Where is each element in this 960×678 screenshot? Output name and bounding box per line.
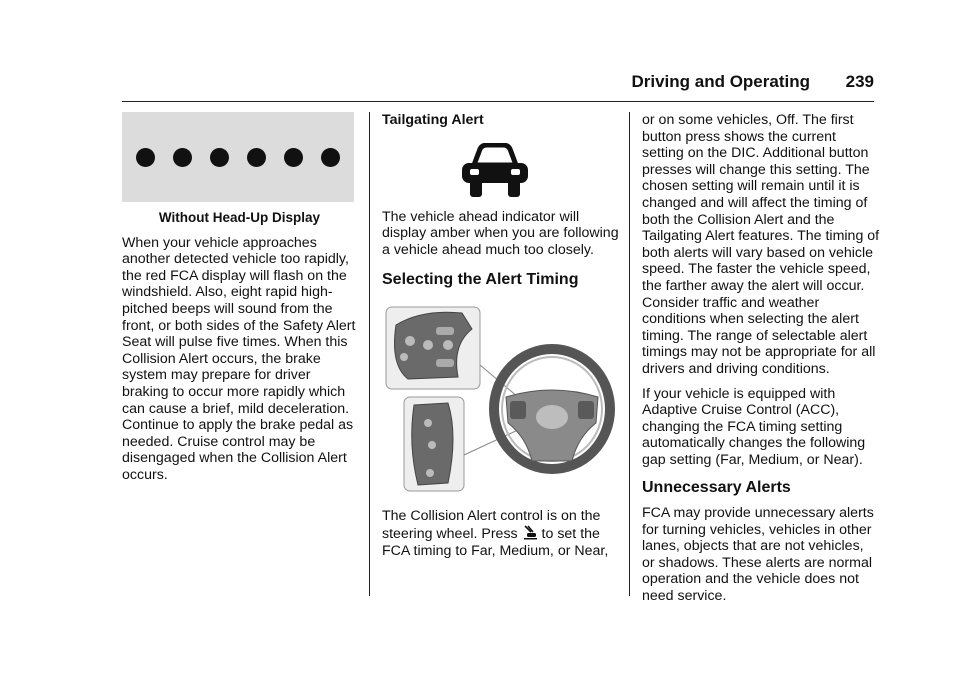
fca-dot-icon (321, 148, 340, 167)
timing-continued-paragraph: or on some vehicles, Off. The first button press shows the current setting on the DIC. Additional button presses will change this setting. The chosen setting will remain until it is changed and will affect the timing of both the Collision Alert and the Tailgating Alert features. The timing of both alerts will vary based on vehicle speed. The faster the vehicle speed, the farther away the alert will occur. Consider traffic and weather conditions when selecting the alert timing. The range of selectable alert timings may not be appropriate for all drivers and driving conditions. (642, 112, 880, 377)
column-2 (382, 112, 622, 567)
fca-display-figure (122, 112, 354, 202)
collision-alert-button-icon (522, 524, 538, 540)
page-number: 239 (845, 72, 874, 91)
fca-dot-icon (136, 148, 155, 167)
acc-paragraph: If your vehicle is equipped with Adaptive Cruise Control (ACC), changing the FCA timing setting automatically changes the following gap setting (Far, Medium, or Near). (642, 385, 866, 468)
fca-dot-icon (210, 148, 229, 167)
control-text-end: to set the FCA timing to Far, Medium, or Near, (382, 526, 609, 559)
indicator-paragraph: The vehicle ahead indicator will display amber when you are following a vehicle ahead much too closely. (382, 208, 619, 258)
column-divider (629, 112, 630, 596)
column-3 (642, 112, 880, 613)
unnecessary-alerts-heading: Unnecessary Alerts (642, 479, 791, 497)
control-paragraph (382, 508, 622, 560)
section-title: Driving and Operating (631, 72, 810, 91)
column-divider (369, 112, 370, 596)
control-text-start: The Collision Alert control is on the steering wheel. Press (382, 507, 601, 543)
fca-dot-icon (247, 148, 266, 167)
unnecessary-alerts-paragraph: FCA may provide unnecessary alerts for turning vehicles, vehicles in other lanes, objects that are not vehicles, or shadows. These alerts are normal operation and the vehicle does not need service. (642, 505, 874, 605)
tailgating-heading: Tailgating Alert (382, 112, 484, 128)
alert-timing-heading: Selecting the Alert Timing (382, 271, 579, 289)
vehicle-ahead-icon (460, 143, 530, 199)
collision-alert-paragraph: When your vehicle approaches another detected vehicle too rapidly, the red FCA display will flash on the windshield. Also, eight rapid high-pitched beeps will sound from the front, or both sides of the Safety Alert Seat will pulse five times. When this Collision Alert occurs, the brake system may prepare for driver braking to occur more rapidly which can cause a brief, mild deceleration. Continue to apply the brake pedal as needed. Cruise control may be disengaged when the Collision Alert occurs. (122, 234, 356, 483)
steering-wheel-figure (382, 305, 620, 495)
column-1 (122, 112, 357, 492)
fca-dot-icon (173, 148, 192, 167)
page-header (122, 70, 874, 102)
figure-caption: Without Head-Up Display (158, 210, 321, 225)
fca-dot-icon (284, 148, 303, 167)
